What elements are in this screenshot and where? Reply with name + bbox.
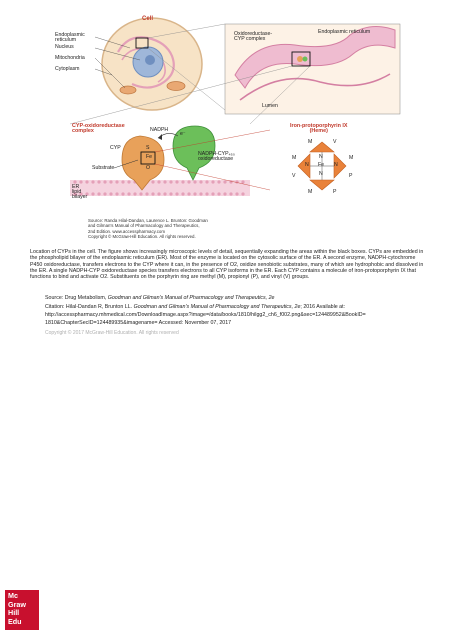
- mcgraw-hill-logo: Mc Graw Hill Edu: [5, 590, 39, 630]
- figure-caption: Location of CYPs in the cell. The figure shows increasingly microscopic levels of detail, sequentially expanding the areas within the black boxes. CYPs are embedded in the phospholipid bilayer of the endoplasmic reticulum (ER). Most of the enzyme is located on the cytosolic surface of the ER. A second enzyme, NADPH-cytochrome P450 oxidoreductase, transfers electrons to the CYP where it can, in the presence of O2, oxidize xenobiotic substrates, many of which are hydrophobic and dissolved in the ER. A single NADPH-CYP oxidoreductase species transfers electrons to all CYP isoforms in the ER. Each CYP contains a molecule of iron-protoporphyrin IX that functions to bind and activate O2. Substituents on the porphyrin ring are methyl (M), propionyl (P), and vinyl (V) groups.: [30, 249, 424, 281]
- heme-n-bottom: N: [319, 171, 323, 177]
- er-bilayer-label: ER lipid bilayer: [72, 184, 88, 201]
- citation-prefix: Citation: Hilal-Dandan R, Brunton LL.: [45, 304, 134, 310]
- heme-p-right: P: [349, 173, 353, 179]
- s-label: S: [146, 145, 150, 151]
- heme-v-top-right: V: [333, 139, 337, 145]
- heme-fe: Fe: [318, 162, 325, 168]
- heme-v-left: V: [292, 173, 296, 179]
- heme-n-right: N: [334, 162, 338, 168]
- heme-m-top-left: M: [308, 139, 313, 145]
- oxidoreductase-complex-label: Oxidoreductase- CYP complex: [234, 31, 273, 43]
- figure-source-note: Source: Randa Hilal-Dandan, Laurence L. Brunton: Goodman and Gilman's Manual of Pharmacology and Therapeutics, 2nd Edition. www.accesspharmacy.com Copyright © McGraw-Hill Education. All rights reserved.: [88, 218, 208, 240]
- er-label: Endoplasmic reticulum: [55, 32, 85, 44]
- figure: [0, 0, 450, 248]
- citation-suffix: ; 2016 Available at:: [300, 304, 346, 310]
- heme-m-bottom-left: M: [308, 189, 313, 195]
- cyp-label: CYP: [110, 145, 121, 151]
- citation-url-1[interactable]: http://accesspharmacy.mhmedical.com/DownloadImage.aspx?image=/data/books/1810/hilgg2_ch6_f002.png&sec=124489952&BookID=: [45, 312, 366, 318]
- source-book: Goodman and Gilman's Manual of Pharmacology and Therapeutics, 2e: [107, 295, 275, 301]
- substrate-label: Substrate: [92, 165, 115, 171]
- fe-label: Fe: [146, 154, 153, 160]
- source-line: [45, 295, 275, 301]
- lumen-label: Lumen: [262, 103, 278, 109]
- heme-n-top: N: [319, 154, 323, 160]
- copyright-notice: Copyright © 2017 McGraw-Hill Education. All rights reserved: [45, 330, 179, 336]
- citation-url-2[interactable]: 1810&ChapterSecID=124489935&imagename= Accessed: November 07, 2017: [45, 320, 232, 326]
- heme-n-left: N: [305, 162, 309, 168]
- nadph-label: NADPH: [150, 127, 169, 133]
- cytoplasm-label: Cytoplasm: [55, 66, 80, 72]
- heme-p-bottom-right: P: [333, 189, 337, 195]
- reductase-label: NADPH-CYP₄₅₀ oxidoreductase: [198, 151, 235, 163]
- source-prefix: Source: Drug Metabolism,: [45, 295, 108, 301]
- heme-title: Iron-protoporphyrin IX (Heme): [290, 123, 348, 135]
- nucleus-label: Nucleus: [55, 44, 74, 50]
- er-panel-label: Endoplasmic reticulum: [318, 29, 371, 35]
- electron-label: e⁻: [180, 131, 186, 137]
- citation-line: [45, 304, 345, 310]
- heme-m-right: M: [349, 155, 354, 161]
- o-label: O: [146, 165, 151, 171]
- cell-title: Cell: [142, 16, 154, 22]
- citation-book: Goodman and Gilman's Manual of Pharmacology and Therapeutics, 2e: [133, 304, 301, 310]
- mitochondrion: [167, 82, 185, 91]
- heme-m-left: M: [292, 155, 297, 161]
- mitochondria-label: Mitochondria: [55, 55, 85, 61]
- complex-title: CYP-oxidoreductase complex: [72, 123, 125, 135]
